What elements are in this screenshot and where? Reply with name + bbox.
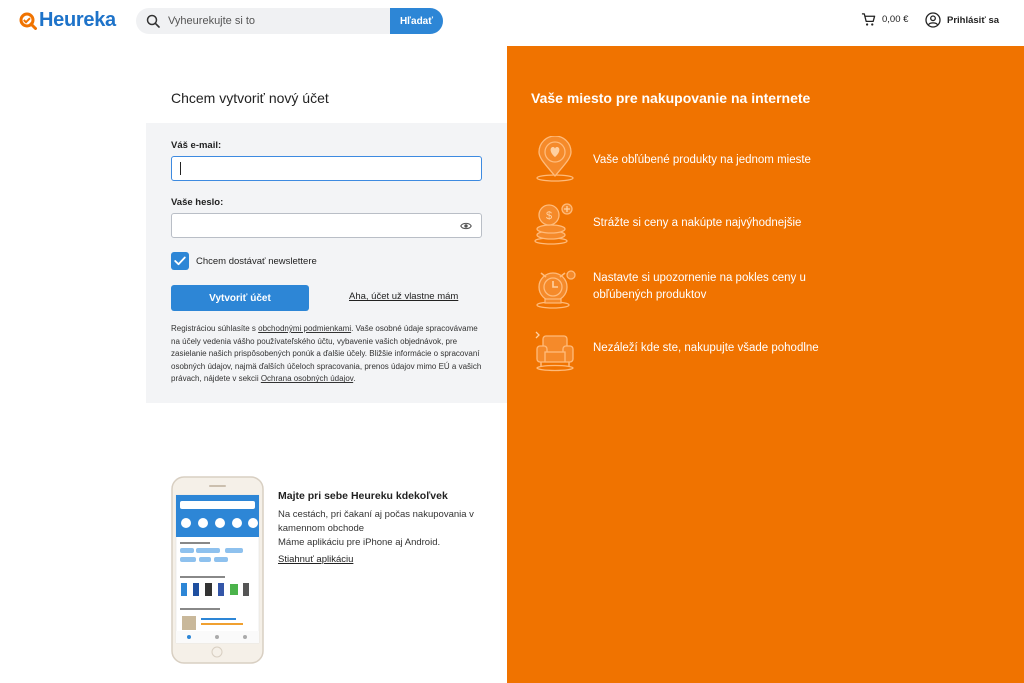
privacy-link[interactable]: Ochrana osobných údajov bbox=[260, 374, 354, 384]
search-input[interactable] bbox=[168, 15, 378, 27]
benefit-item bbox=[531, 324, 823, 372]
checkmark-icon bbox=[174, 256, 186, 266]
login-label: Prihlásiť sa bbox=[947, 14, 1000, 26]
app-promo-line: Máme aplikáciu pre iPhone aj Android. bbox=[278, 537, 441, 548]
benefit-text: Vaše obľúbené produkty na jednom mieste bbox=[593, 153, 811, 166]
benefit-item bbox=[531, 199, 823, 247]
show-password-icon[interactable] bbox=[460, 221, 472, 231]
page-title: Chcem vytvoriť nový účet bbox=[171, 90, 329, 106]
newsletter-checkbox-row[interactable] bbox=[171, 252, 317, 270]
search-bar bbox=[136, 8, 443, 34]
svg-text:$: $ bbox=[545, 210, 553, 222]
legal-text-part: . bbox=[353, 374, 356, 384]
logo-text: Heureka bbox=[39, 9, 116, 31]
legal-text bbox=[171, 323, 483, 386]
logo-icon bbox=[19, 12, 37, 30]
email-field[interactable] bbox=[171, 156, 482, 181]
download-app-link[interactable]: Stiahnuť aplikáciu bbox=[278, 554, 354, 565]
cart-link[interactable] bbox=[861, 12, 908, 27]
user-icon bbox=[925, 12, 941, 28]
benefits-panel bbox=[507, 46, 1024, 683]
email-label: Váš e-mail: bbox=[171, 140, 222, 151]
login-link[interactable] bbox=[925, 12, 999, 28]
heureka-logo[interactable] bbox=[19, 9, 116, 32]
app-promo-text bbox=[278, 508, 478, 550]
benefit-text: Strážte si ceny a nakúpte najvýhodnejšie bbox=[593, 216, 802, 229]
text-caret bbox=[180, 162, 181, 175]
armchair-icon bbox=[531, 324, 579, 372]
search-button[interactable]: Hľadať bbox=[390, 8, 443, 34]
phone-mockup-image bbox=[171, 476, 264, 664]
site-header bbox=[0, 0, 1024, 44]
app-promo-line: Na cestách, pri čakaní aj počas nakupovania v kamennom obchode bbox=[278, 509, 474, 534]
password-field[interactable] bbox=[171, 213, 482, 238]
benefits-title: Vaše miesto pre nakupovanie na internete bbox=[531, 90, 811, 106]
newsletter-label: Chcem dostávať newslettere bbox=[196, 255, 317, 267]
newsletter-checkbox[interactable] bbox=[171, 252, 189, 270]
legal-text-part: . Vaše osobné údaje spracovávame na účely vedenia vášho používateľského účtu, vybavenie vašich objednávok, pre zasielanie našich prispôsobených ponúk a ďalšie účely. Bližšie informácie o spracovaní osobných údajov, najmä ďalších účeloch spracovania, prenos údajov mimo EÚ a vašich právach, nájdete v sekcii bbox=[171, 324, 482, 384]
password-label: Vaše heslo: bbox=[171, 197, 224, 208]
heart-pin-icon bbox=[531, 136, 579, 184]
benefit-text: Nastavte si upozornenie na pokles ceny u obľúbených produktov bbox=[593, 272, 806, 301]
cart-icon bbox=[861, 12, 876, 27]
cart-amount: 0,00 € bbox=[882, 14, 909, 25]
create-account-button[interactable]: Vytvoriť účet bbox=[171, 285, 309, 311]
benefit-item bbox=[531, 136, 823, 184]
registration-form bbox=[146, 123, 507, 403]
have-account-link[interactable]: Aha, účet už vlastne mám bbox=[349, 291, 459, 302]
coins-icon bbox=[531, 199, 579, 247]
alarm-clock-icon bbox=[531, 263, 579, 311]
benefit-text: Nezáleží kde ste, nakupujte všade pohodlne bbox=[593, 341, 819, 354]
search-icon bbox=[146, 14, 160, 28]
app-promo-title: Majte pri sebe Heureku kdekoľvek bbox=[278, 490, 448, 502]
benefit-item bbox=[531, 263, 823, 311]
legal-text-part: Registráciou súhlasíte s bbox=[171, 324, 259, 333]
terms-link[interactable]: obchodnými podmienkami bbox=[258, 324, 352, 333]
